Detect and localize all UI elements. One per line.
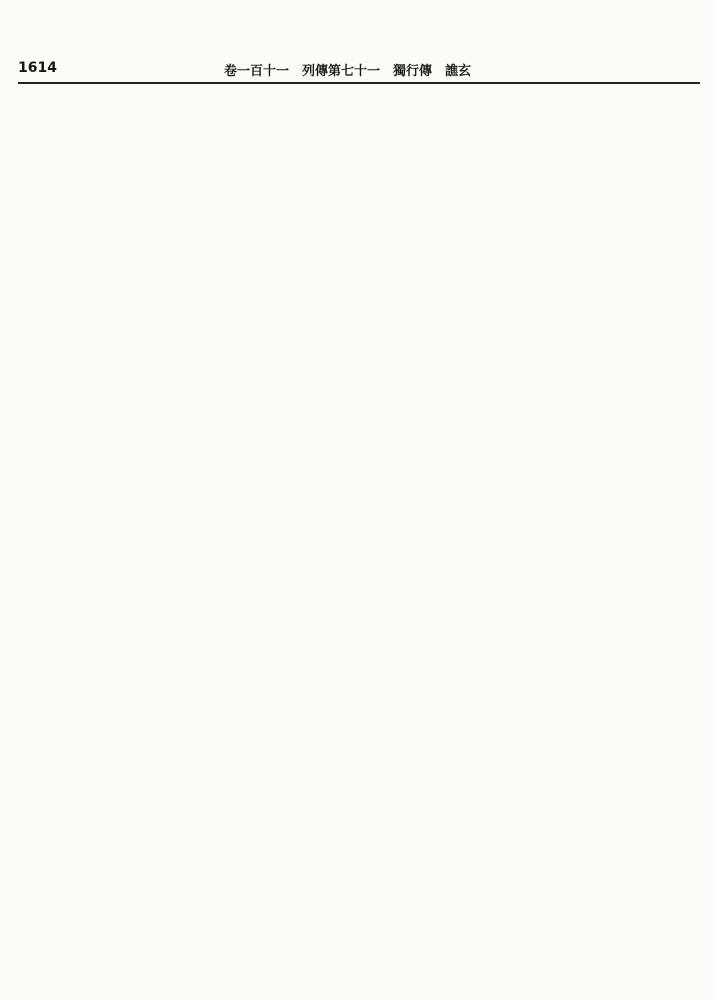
page-number: 1614 bbox=[18, 60, 57, 76]
running-header bbox=[18, 58, 698, 80]
header-rule bbox=[18, 82, 700, 84]
running-title: 卷一百十一 列傳第七十一 獨行傳 譙玄 bbox=[224, 64, 472, 79]
